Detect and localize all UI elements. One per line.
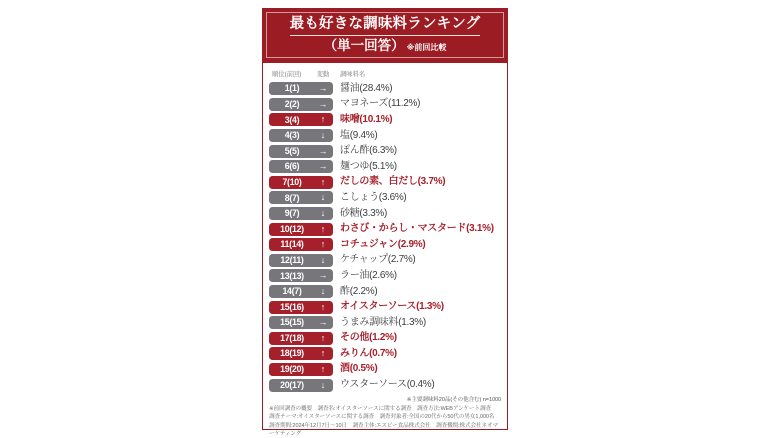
seasoning-name: みりん(0.7%) xyxy=(340,347,397,359)
seasoning-name: 砂糖(3.3%) xyxy=(340,207,388,219)
ranking-row xyxy=(269,362,501,378)
rank-badge xyxy=(269,160,333,173)
title-banner xyxy=(262,8,508,62)
survey-footnote: ※前回調査の概要 調査名:オイスターソースに関する調査 調査方法:WEBアンケート調査 調査テーマ:オイスターソースに関する調査 調査対象者:全国の20代から50代の男女1,000名 調査期間:2024年12月7日～10日 調査主体:エスビー食品株式会社 調査機関:株式会社ネオマーケティング xyxy=(269,405,500,438)
seasoning-name: 酢(2.2%) xyxy=(340,285,378,297)
ranking-row xyxy=(269,377,501,393)
rank-label: 13(13) xyxy=(280,270,304,281)
ranking-row xyxy=(269,159,501,175)
rank-badge xyxy=(269,82,333,95)
arrow-right-icon: → xyxy=(318,98,328,109)
rank-label: 3(4) xyxy=(284,114,300,125)
ranking-row xyxy=(269,315,501,331)
rank-label: 9(7) xyxy=(284,208,300,219)
ranking-row xyxy=(269,331,501,347)
seasoning-name: うまみ調味料(1.3%) xyxy=(340,316,426,328)
rank-label: 8(7) xyxy=(284,192,300,203)
rank-label: 14(7) xyxy=(282,286,302,297)
title-banner-inner xyxy=(266,12,504,58)
title-divider xyxy=(290,35,480,36)
ranking-row xyxy=(269,143,501,159)
rank-label: 1(1) xyxy=(284,83,300,94)
rank-label: 17(18) xyxy=(280,332,304,343)
seasoning-name: ぽん酢(6.3%) xyxy=(340,145,397,157)
ranking-row xyxy=(269,175,501,191)
column-header-name: 調味料名 xyxy=(340,71,366,78)
rank-badge xyxy=(269,347,333,360)
rank-label: 5(5) xyxy=(284,145,300,156)
column-header-change: 変動 xyxy=(316,71,330,78)
ranking-row xyxy=(269,253,501,269)
arrow-up-icon: ↑ xyxy=(320,176,326,187)
seasoning-name: 味噌(10.1%) xyxy=(340,113,393,125)
ranking-row xyxy=(269,97,501,113)
rank-badge xyxy=(269,301,333,314)
rank-label: 10(12) xyxy=(280,223,304,234)
arrow-right-icon: → xyxy=(318,317,328,328)
ranking-row xyxy=(269,299,501,315)
rank-badge xyxy=(269,207,333,220)
rank-badge xyxy=(269,129,333,142)
rank-label: 2(2) xyxy=(284,98,300,109)
seasoning-name: その他(1.2%) xyxy=(340,332,397,344)
rank-label: 15(15) xyxy=(280,317,304,328)
rank-badge xyxy=(269,363,333,376)
ranking-table xyxy=(262,62,508,438)
ranking-rows xyxy=(269,81,501,393)
rank-label: 20(17) xyxy=(280,379,304,390)
rank-label: 4(3) xyxy=(284,130,300,141)
seasoning-name: オイスターソース(1.3%) xyxy=(340,301,444,313)
arrow-down-icon: ↓ xyxy=(320,379,326,390)
rank-label: 15(16) xyxy=(280,301,304,312)
subtitle-text: （単一回答） xyxy=(323,37,405,53)
seasoning-name: 酒(0.5%) xyxy=(340,363,378,375)
ranking-row xyxy=(269,221,501,237)
arrow-right-icon: → xyxy=(318,161,328,172)
rank-badge xyxy=(269,285,333,298)
arrow-up-icon: ↑ xyxy=(320,223,326,234)
seasoning-name: ウスターソース(0.4%) xyxy=(340,379,435,391)
seasoning-name: ラー油(2.6%) xyxy=(340,269,397,281)
seasoning-name: 醤油(28.4%) xyxy=(340,82,393,94)
arrow-up-icon: ↑ xyxy=(320,114,326,125)
rank-label: 18(19) xyxy=(280,348,304,359)
seasoning-name: コチュジャン(2.9%) xyxy=(340,238,426,250)
seasoning-name: こしょう(3.6%) xyxy=(340,191,407,203)
arrow-right-icon: → xyxy=(318,270,328,281)
ranking-row xyxy=(269,81,501,97)
table-header xyxy=(269,69,501,78)
arrow-up-icon: ↑ xyxy=(320,301,326,312)
arrow-up-icon: ↑ xyxy=(320,363,326,374)
ranking-poster xyxy=(262,8,508,438)
arrow-down-icon: ↓ xyxy=(320,208,326,219)
subtitle-note: ※前回比較 xyxy=(406,42,447,52)
arrow-up-icon: ↑ xyxy=(320,348,326,359)
rank-badge xyxy=(269,316,333,329)
arrow-up-icon: ↑ xyxy=(320,332,326,343)
seasoning-name: 塩(9.4%) xyxy=(340,129,378,141)
rank-label: 12(11) xyxy=(280,254,304,265)
ranking-row xyxy=(269,346,501,362)
column-header-rank: 順位(前回) xyxy=(272,71,302,78)
rank-badge xyxy=(269,269,333,282)
arrow-up-icon: ↑ xyxy=(320,239,326,250)
page-subtitle xyxy=(324,39,447,54)
ranking-row xyxy=(269,268,501,284)
arrow-right-icon: → xyxy=(318,145,328,156)
arrow-down-icon: ↓ xyxy=(320,130,326,141)
rank-label: 19(20) xyxy=(280,364,304,375)
ranking-row xyxy=(269,128,501,144)
rank-badge xyxy=(269,98,333,111)
ranking-row xyxy=(269,190,501,206)
seasoning-name: マヨネーズ(11.2%) xyxy=(340,98,421,110)
arrow-down-icon: ↓ xyxy=(320,286,326,297)
rank-badge xyxy=(269,332,333,345)
ranking-row xyxy=(269,112,501,128)
rank-badge xyxy=(269,113,333,126)
rank-badge xyxy=(269,379,333,392)
rank-badge xyxy=(269,191,333,204)
rank-badge xyxy=(269,145,333,158)
ranking-row xyxy=(269,206,501,222)
rank-label: 11(14) xyxy=(280,239,304,250)
arrow-right-icon: → xyxy=(318,83,328,94)
rank-badge xyxy=(269,176,333,189)
rank-label: 7(10) xyxy=(282,176,302,187)
seasoning-name: わさび・からし・マスタード(3.1%) xyxy=(340,223,494,235)
arrow-down-icon: ↓ xyxy=(320,192,326,203)
ranking-row xyxy=(269,237,501,253)
ranking-row xyxy=(269,284,501,300)
rank-badge xyxy=(269,254,333,267)
arrow-down-icon: ↓ xyxy=(320,254,326,265)
seasoning-name: 麺つゆ(5.1%) xyxy=(340,160,397,172)
seasoning-name: ケチャップ(2.7%) xyxy=(340,254,416,266)
rank-badge xyxy=(269,223,333,236)
rank-badge xyxy=(269,238,333,251)
sample-size-note: ※主要調味料20品(その他含む) n=1000 xyxy=(406,396,501,403)
page-title: 最も好きな調味料ランキング xyxy=(289,15,481,32)
rank-label: 6(6) xyxy=(284,161,300,172)
seasoning-name: だしの素、白だし(3.7%) xyxy=(340,176,446,188)
